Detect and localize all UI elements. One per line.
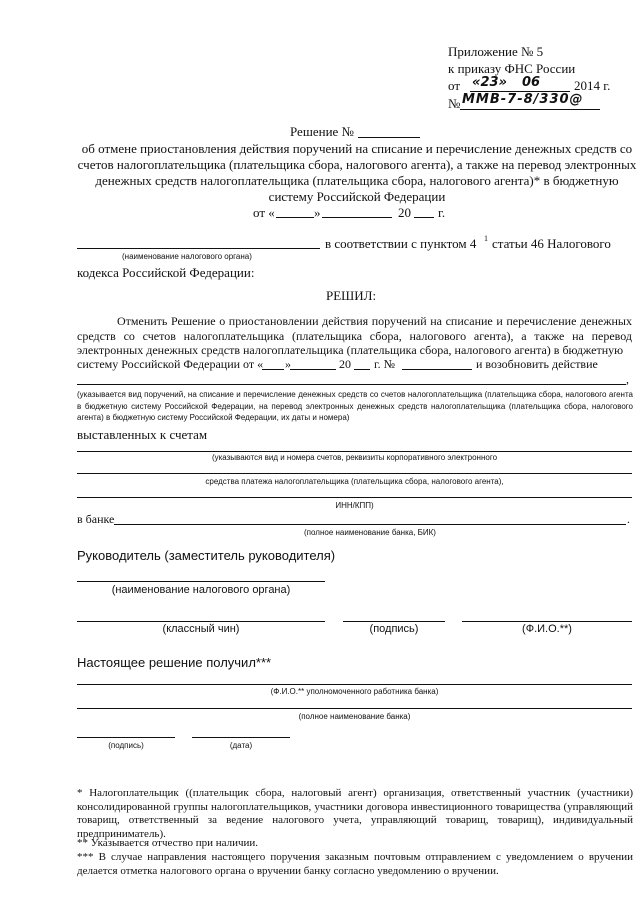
decision-date-quote: » — [314, 205, 321, 220]
tax-authority-caption: (наименование налогового органа) — [122, 252, 252, 261]
decision-date-g: г. — [438, 205, 446, 220]
bank-label: в банке — [77, 512, 115, 526]
decision-paragraph: Отменить Решение о приостановлении действия поручений на списание и перечисление денежных средств со счетов налогоплательщика (плательщика сбора, налогового агента), а также на перевод электронных денежных средств налогоплательщика (плательщика сбора, налогового агента) в бюджетную — [77, 314, 632, 357]
footnote-2: ** Указывается отчество при наличии. — [77, 837, 259, 849]
para-line4-e: и возобновить действие — [476, 357, 598, 371]
para-line4-a: систему Российской Федерации от « — [77, 357, 264, 371]
accounts-caption-3: ИНН/КПП) — [335, 501, 374, 510]
decision-date-from: от « — [253, 205, 275, 220]
tax-code-text: кодекса Российской Федерации: — [77, 265, 255, 280]
head-org-caption: (наименование налогового органа) — [111, 584, 291, 596]
appendix-date-day: «23» — [472, 75, 507, 90]
para-line4-d: г. № — [374, 357, 396, 371]
appendix-number: Приложение № 5 — [448, 44, 544, 59]
head-label: Руководитель (заместитель руководителя) — [77, 548, 336, 563]
appendix-num-value: ММВ-7-8/330@ — [462, 92, 584, 107]
footnote-1: * Налогоплательщик ((плательщик сбора, налоговый агент) организация, ответственный участник (участники) консолидированной группы налогоплательщиков, участники договора инвестиционного товарищества (управляющий товарищ, ответственный за ведение налогового учета, управляющий товарищ, товарищ), индивидуальный предприниматель). — [77, 787, 633, 840]
appendix-date-prefix: от — [448, 78, 461, 93]
bank-employee-caption: (Ф.И.О.** уполномоченного работника банка) — [270, 687, 439, 696]
received-sign-caption: (подпись) — [108, 741, 144, 750]
orders-note: (указывается вид поручений, на списание и перечисление денежных средств со счетов налогоплательщика (плательщика сбора, налогового агента в бюджетную систему Российской Федерации, на перевод электронных денежных средств налогоплательщика (плательщика сбора, налогового агента) в бюджетную систему Российской Федерации, их даты и номера) — [77, 390, 633, 422]
bank-caption: (полное наименование банка, БИК) — [304, 528, 436, 537]
decided-heading: РЕШИЛ: — [326, 288, 377, 303]
signature-caption: (подпись) — [369, 623, 419, 635]
para-line4-b: » — [285, 357, 291, 371]
appendix-order: к приказу ФНС России — [448, 61, 576, 76]
received-date-caption: (дата) — [229, 741, 253, 750]
footnote-3: *** В случае направления настоящего поручения заказным почтовым отправлением с уведомлением о вручении делается отметка налогового органа о вручении банку согласно уведомлению о вручении. — [77, 851, 633, 877]
according-text: в соответствии с пунктом 4 — [325, 236, 477, 251]
fio-caption: (Ф.И.О.**) — [522, 623, 572, 635]
bank-dot: . — [627, 512, 630, 526]
accounts-caption-1: (указываются вид и номера счетов, реквизиты корпоративного электронного — [211, 453, 498, 462]
comma-mark: , — [626, 372, 629, 386]
decision-title: Решение № — [290, 124, 354, 139]
accounts-caption-2: средства платежа налогоплательщика (плательщика сбора, налогового агента), — [205, 477, 504, 486]
appendix-date-month: 06 — [522, 75, 541, 90]
decision-date-year: 20 — [398, 205, 411, 220]
para-line4-c: 20 — [339, 357, 351, 371]
rank-caption: (классный чин) — [162, 623, 240, 635]
point-superscript: 1 — [484, 234, 488, 243]
appendix-date-year: 2014 г. — [574, 78, 611, 93]
bank-name-caption: (полное наименование банка) — [298, 712, 411, 721]
article-text: статьи 46 Налогового — [492, 236, 611, 251]
accounts-label: выставленных к счетам — [77, 427, 208, 442]
appendix-num-prefix: № — [448, 96, 461, 111]
received-label: Настоящее решение получил*** — [77, 655, 272, 670]
decision-subject: об отмене приостановления действия поручений на списание и перечисление денежных средств со счетов налогоплательщика (плательщика сбора, налогового агента), а также на перевод электронных денежных средств налогоплательщика (плательщика сбора, налогового агента)* в бюджетную систему Российской Федерации — [77, 141, 637, 204]
